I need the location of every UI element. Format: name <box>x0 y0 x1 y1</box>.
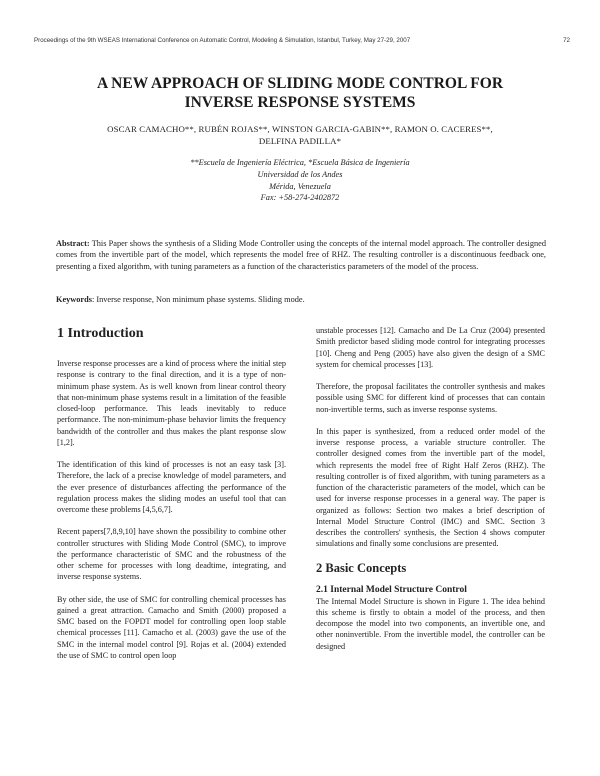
affiliation-line-2: Universidad de los Andes <box>257 169 343 179</box>
paragraph: In this paper is synthesized, from a reduced order model of the inverse response process, a variable structure controller. The controller designed comes from the invertible part of the model, which represents the model free of Right Half Zeros (RHZ). The resulting controller is of fixed algorithm, with tuning parameters as a function of the characteristic parameters of the model, which can be used for inverse response processes in a general way. The paper is organized as follows: Section two makes a brief description of Internal Model Structure Control (IMC) and SMC. Section 3 describes the controllers' synthesis, the Section 4 shows computer simulations and finally some conclusions are presented. <box>316 426 545 549</box>
paragraph: By other side, the use of SMC for controlling chemical processes has gained a great attraction. Camacho and Smith (2000) proposed a SMC based on the FOPDT model for controlling open loop stable chemical processes [11]. Camacho et al. (2003) gave the use of the SMC in the internal model control [9]. Rojas et al. (2004) extended the use of SMC to control open loop <box>57 594 286 660</box>
section-heading-basic-concepts: 2 Basic Concepts <box>316 560 407 575</box>
abstract-text: This Paper shows the synthesis of a Sliding Mode Controller using the concepts of the internal model approach. The controller designed comes from the invertible part of the model, which represents the model free of RHZ. The resulting controller is a discontinuous feedback one, presenting a fixed algorithm, with tuning parameters as a function of the characteristics parameters of the model of the process. <box>56 239 546 271</box>
keywords <box>56 294 546 305</box>
paragraph: The Internal Model Structure is shown in Figure 1. The idea behind this scheme is firstly to obtain a model of the process, and then decompose the model into two components, an invertible one, and other noninvertible. From the invertible model, the controller can be designed <box>316 596 545 651</box>
running-header <box>34 37 570 44</box>
subsection-heading-imc: 2.1 Internal Model Structure Control <box>316 584 467 595</box>
keywords-text: : Inverse response, Non minimum phase systems. Sliding mode. <box>91 295 305 304</box>
title-line-2: INVERSE RESPONSE SYSTEMS <box>184 94 416 111</box>
author-list <box>40 123 560 147</box>
right-column <box>316 325 545 652</box>
paragraph: The identification of this kind of processes is not an easy task [3]. Therefore, the lack of a precise knowledge of model parameters, and the ever presence of disturbances affecting the performance of the regulation process makes the sliding modes an useful tool that can overcome these problems [4,5,6,7]. <box>57 460 286 514</box>
paragraph: Therefore, the proposal facilitates the controller synthesis and makes possible using SMC for different kind of processes that can contain non-invertible terms, such as inverse response systems. <box>316 382 545 414</box>
page-number: 72 <box>563 37 570 44</box>
paper-title <box>30 74 570 112</box>
authors-line-2: DELFINA PADILLA* <box>258 136 342 146</box>
running-title: Proceedings of the 9th WSEAS International Conference on Automatic Control, Modeling & Simulation, Istanbul, Turkey, May 27-29, 2007 <box>34 37 411 44</box>
paragraph: Recent papers[7,8,9,10] have shown the possibility to combine other controller structures with Sliding Mode Control (SMC), to improve the performance characteristic of SMC and the robustness of the other scheme for processes with long deadtime, integrating, and inverse response systems. <box>57 527 286 582</box>
authors-line-1: OSCAR CAMACHO**, RUBÉN ROJAS**, WINSTON GARCIA-GABIN**, RAMON O. CACERES**, <box>107 124 493 134</box>
keywords-label: Keywords <box>56 295 92 304</box>
affiliation-line-4: Fax: +58-274-2402872 <box>260 193 340 203</box>
title-line-1: A NEW APPROACH OF SLIDING MODE CONTROL FOR <box>96 75 504 92</box>
affiliation-line-1: **Escuela de Ingeniería Eléctrica, *Escuela Básica de Ingeniería <box>190 158 410 167</box>
abstract <box>56 238 546 272</box>
section-heading-introduction: 1 Introduction <box>57 326 144 341</box>
abstract-label: Abstract: <box>56 239 90 248</box>
affiliation-line-3: Mérida, Venezuela <box>269 181 331 191</box>
paragraph: Inverse response processes are a kind of process where the initial step response is contrary to the final direction, and it is a type of non-minimum phase system. As is well known from linear control theory that non-minimum phase systems result in a limitation of the feasible closed-loop performance. This leads inevitably to reduce performance. The non-minimum-phase behavior limits the frequency bandwidth of the controller and thus makes the plant response slow [1,2]. <box>57 359 286 447</box>
affiliation <box>80 157 520 204</box>
paragraph: unstable processes [12]. Camacho and De La Cruz (2004) presented Smith predictor based sliding mode control for integrating processes [10]. Cheng and Peng (2005) have also given the design of a SMC system for chemical processes [13]. <box>316 326 545 369</box>
left-column <box>57 326 286 661</box>
